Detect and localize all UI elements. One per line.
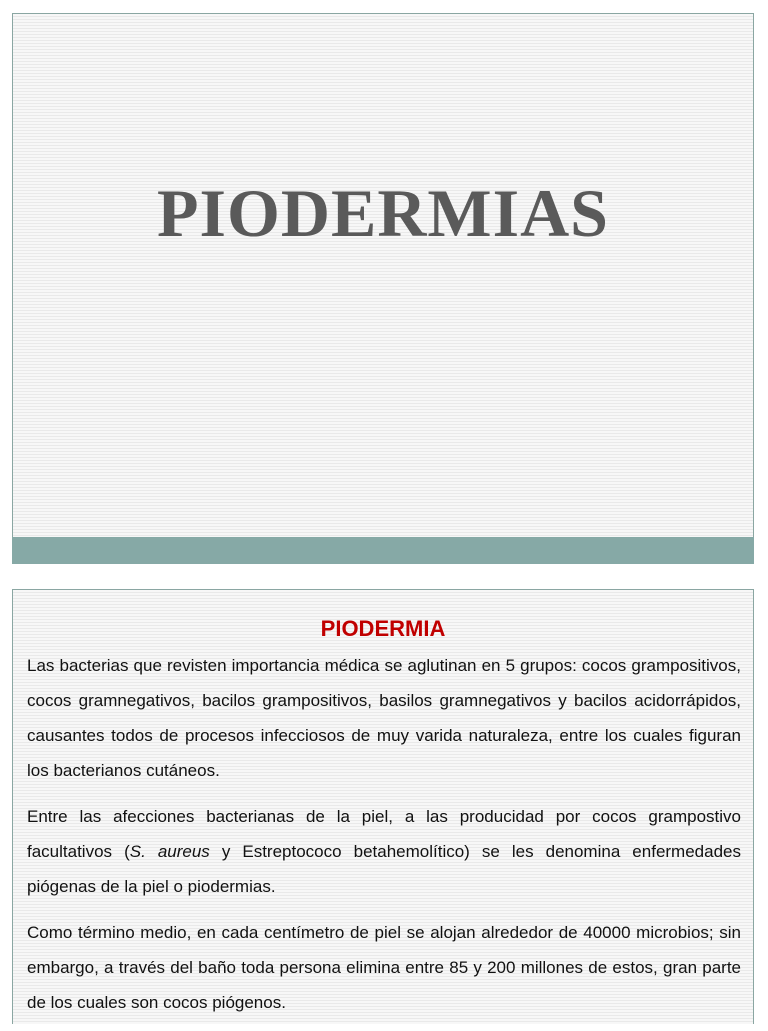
paragraph-3: Como término medio, en cada centímetro de piel se alojan alrededor de 40000 microbios; sin embargo, a través del baño toda persona elimina entre 85 y 200 millones de estos, gran parte de los cuales son cocos piógenos. xyxy=(27,923,741,1012)
slide-title: PIODERMIAS xyxy=(156,175,610,251)
slide-heading: PIODERMIA xyxy=(320,616,446,641)
content-slide xyxy=(12,589,754,1024)
paragraph-2-end: y Estreptococo betahemolítico) se les denomina enfermedades piógenas de la piel o piodermias. xyxy=(27,842,741,896)
species-name: S. aureus xyxy=(129,842,210,861)
paragraph-1: Las bacterias que revisten importancia médica se aglutinan en 5 grupos: cocos grampositivos, cocos gramnegativos, bacilos grampositivos, basilos gramnegativos y bacilos acidorrápidos, causantes todos de procesos infecciosos de muy varida naturaleza, entre los cuales figuran los bacterianos cutáneos. xyxy=(27,656,741,780)
paragraph-2-start: Entre las afecciones bacterianas de la piel, a las producidad por cocos grampostivo facultativos ( xyxy=(27,807,741,861)
slide-body xyxy=(27,648,741,1031)
paragraph-2 xyxy=(27,799,741,904)
title-slide xyxy=(12,13,754,564)
slide-footer-bar xyxy=(12,537,754,564)
